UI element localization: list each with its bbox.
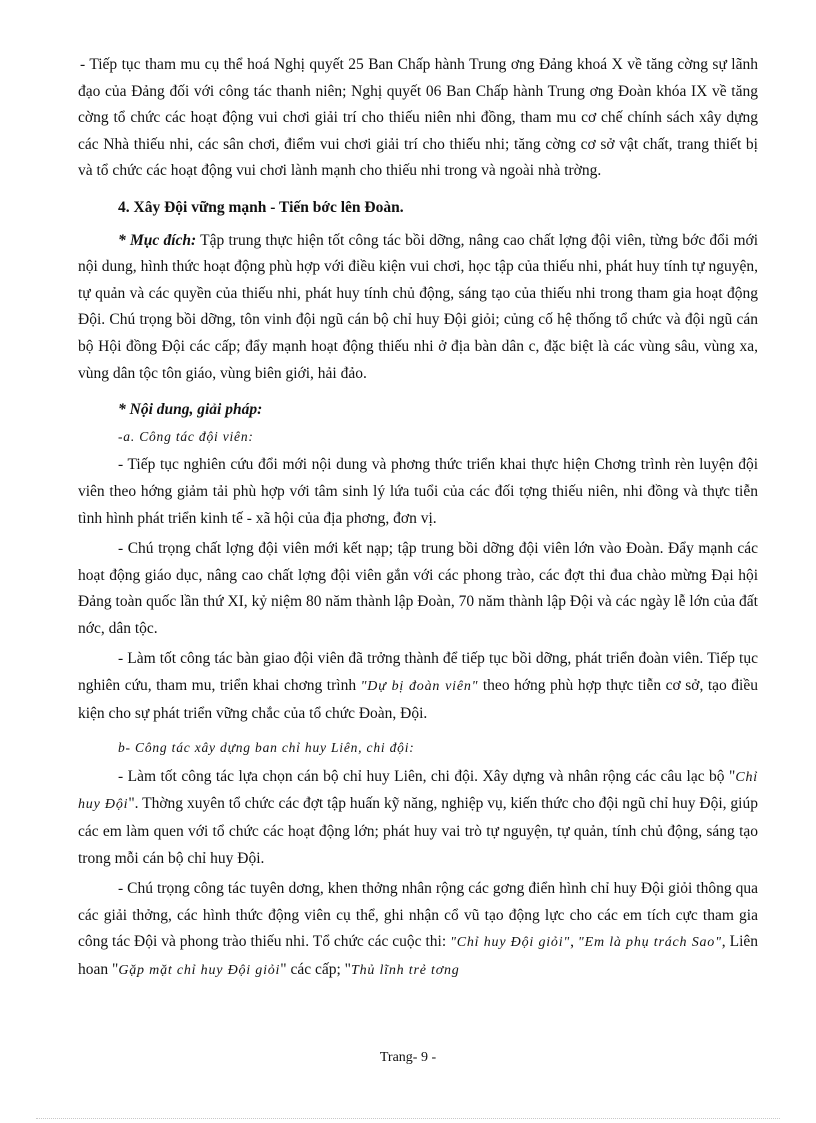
emphasis-text: Chỉ huy Đội: [78, 769, 758, 813]
subheading-b: [78, 735, 758, 762]
paragraph-a3: [78, 646, 758, 727]
paragraph-text: - Làm tốt công tác bàn giao đội viên đã trởng thành để tiếp tục bồi dỡng, phát triển đoàn viên. Tiếp tục nghiên cứu, tham mu, triển khai chơng trình: [78, 650, 758, 695]
page-content: [78, 52, 758, 985]
subheading-a-text: -a. Công tác đội viên:: [118, 428, 254, 444]
paragraph-text: ". Thờng xuyên tổ chức các đợt tập huấn kỹ năng, nghiệp vụ, kiến thức cho đội ngũ chỉ huy Đội, giúp các em làm quen với tổ chức các hoạt động lớn; phát huy vai trò tự nguyện, tự quản, tính chủ động, sáng tạo trong mỗi cán bộ chỉ huy Đội.: [78, 795, 758, 867]
subheading-b-text: b- Công tác xây dựng ban chỉ huy Liên, chi đội:: [118, 740, 415, 756]
emphasis-text: Gặp mặt chỉ huy Đội giỏi: [118, 963, 281, 978]
paragraph-a2: [78, 536, 758, 642]
noi-dung-heading: [78, 397, 758, 424]
paragraph-text: ,: [570, 933, 578, 951]
paragraph-text: - Chú trọng chất lợng đội viên mới kết nạp; tập trung bồi dỡng đội viên lớn vào Đoàn. Đẩy mạnh các hoạt động giáo dục, nâng cao chất lợng đội viên gắn với các phong trào, các đợt thi đua chào mừng Đại hội Đảng toàn quốc lần thứ XI, kỷ niệm 80 năm thành lập Đoàn, 70 năm thành lập Đội và các ngày lễ lớn của đất nớc, dân tộc.: [78, 540, 758, 637]
paragraph-text: - Chú trọng công tác tuyên dơng, khen thởng nhân rộng các gơng điển hình chỉ huy Đội giỏi thông qua các giải thởng, các hình thức động viên cụ thể, ghi nhận cổ vũ tạo động lực cho các em tích cực tham gia công tác Đội và phong trào thiếu nhi. Tổ chức các cuộc thi:: [78, 880, 758, 951]
emphasis-text: Thủ lĩnh trẻ tơng: [351, 963, 460, 978]
paragraph-a1: [78, 452, 758, 532]
noi-dung-label: * Nội dung, giải pháp:: [118, 401, 263, 419]
paragraph-text: " các cấp; ": [280, 961, 351, 978]
paragraph-text: theo hớng phù hợp thực tiễn cơ sở, tạo điều kiện cho sự phát triển vững chắc của tổ chức Đoàn, Đội.: [78, 677, 758, 722]
paragraph-text: - Tiếp tục nghiên cứu đổi mới nội dung và phơng thức triển khai thực hiện Chơng trình rèn luyện đội viên theo hớng giảm tải phù hợp với tâm sinh lý lứa tuổi của các đối tợng thiếu niên, nhi đồng và thực tiễn tình hình phát triển kinh tế - xã hội của địa phơng, đơn vị.: [78, 456, 758, 527]
section-heading: [78, 195, 758, 222]
page-footer: [0, 1050, 816, 1066]
paragraph-text: - Tiếp tục tham mu cụ thể hoá Nghị quyết 25 Ban Chấp hành Trung ơng Đảng khoá X về tăng cờng sự lãnh đạo của Đảng đối với công tác thanh niên; Nghị quyết 06 Ban Chấp hành Trung ơng Đoàn khóa IX về tăng cờng tổ chức các hoạt động vui chơi giải trí cho thiếu niên nhi đồng, tham mu cơ chế chính sách xây dựng các Nhà thiếu nhi, các sân chơi, điểm vui chơi giải trí cho thiếu nhi; tăng cờng cơ sở vật chất, trang thiết bị và tổ chức các hoạt động vui chơi lành mạnh cho thiếu nhi trong và ngoài nhà trờng.: [78, 56, 758, 180]
paragraph-b2: [78, 876, 758, 984]
paragraph-tham-muu: [78, 52, 758, 185]
emphasis-text: "Dự bị đoàn viên": [360, 679, 479, 695]
emphasis-text: "Em là phụ trách Sao": [577, 935, 722, 951]
emphasis-text: "Chỉ huy Đội giỏi": [450, 935, 571, 951]
heading-text: 4. Xây Đội vững mạnh - Tiến bớc lên Đoàn.: [118, 198, 404, 216]
footer-divider: [36, 1118, 780, 1119]
paragraph-b1: [78, 764, 758, 872]
page-number: Trang- 9 -: [379, 1050, 437, 1065]
muc-dich-label: * Mục đích:: [118, 231, 197, 249]
paragraph-muc-dich: [78, 228, 758, 388]
paragraph-text: - Làm tốt công tác lựa chọn cán bộ chỉ huy Liên, chi đội. Xây dựng và nhân rộng các câu lạc bộ ": [118, 767, 736, 785]
muc-dich-text: Tập trung thực hiện tốt công tác bồi dỡng, nâng cao chất lợng đội viên, từng bớc đổi mới nội dung, hình thức hoạt động phù hợp với điều kiện vui chơi, học tập của thiếu nhi, phát huy tính tự nguyện, tự quản và các quyền của thiếu nhi, phát huy tính chủ động, sáng tạo của thiếu nhi trong tham gia hoạt động Đội. Chú trọng bồi dỡng, tôn vinh đội ngũ cán bộ chỉ huy Đội giỏi; củng cố hệ thống tổ chức và đội ngũ cán bộ Hội đồng Đội các cấp; đẩy mạnh hoạt động thiếu nhi ở địa bàn dân c, đặc biệt là các vùng sâu, vùng xa, vùng dân tộc tôn giáo, vùng biên giới, hải đảo.: [78, 231, 759, 382]
paragraph-text: , Liên hoan ": [78, 933, 759, 978]
subheading-a: [78, 424, 758, 451]
